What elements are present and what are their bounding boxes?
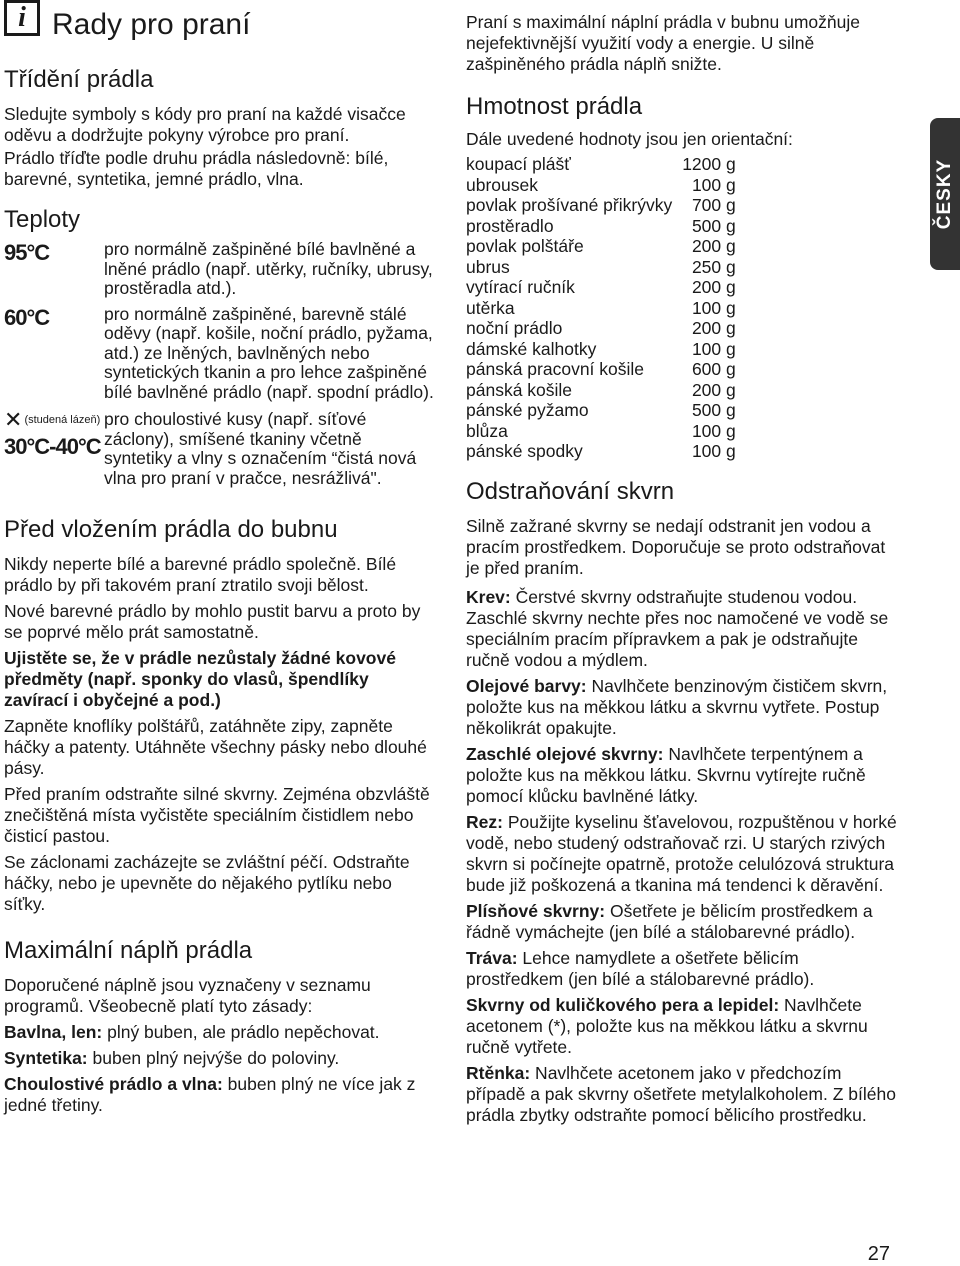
weight-row [466, 441, 736, 462]
stain-text: Navlhčete acetonem jako v předchozím případě a pak skvrny ošetřete metylalkoholem. Z bílého prádla zbytky odstraňte pomocí bělicího prostředku. [466, 1062, 896, 1125]
weight-item-value: 100 g [691, 297, 736, 318]
stain-label: Rtěnka: [466, 1062, 531, 1083]
stains-intro: Silně zažrané skvrny se nedají odstranit jen vodou a pracím prostředkem. Doporučuje se proto odstraňovat je před praním. [466, 515, 886, 578]
weight-item-name: prostěradlo [466, 215, 554, 236]
max-load-cotton [4, 1022, 434, 1043]
stain-entry [466, 948, 898, 990]
weight-item-value: 100 g [691, 338, 736, 359]
max-load-intro: Doporučené náplně jsou vyznačeny v seznamu programů. Všeobecně platí tyto zásady: [4, 975, 371, 1016]
stain-entry [466, 587, 898, 671]
left-column [4, 66, 434, 1116]
before-paragraph-4: Zapněte knoflíky polštářů, zatáhněte zipy, zapněte háčky a patenty. Utáhněte všechny pásky nebo dlouhé pásy. [4, 716, 427, 778]
temp-text-cold: pro choulostivé kusy (např. síťové záclony), smíšené tkaniny včetně syntetiky a vlny s označením “čistá nová vlna pro praní v pračce, nesrážlivá". [104, 409, 417, 488]
weight-item-value: 100 g [691, 420, 736, 441]
weight-row [466, 216, 736, 237]
weight-row [466, 339, 736, 360]
temp-label-30-40: 30°C-40°C [4, 434, 101, 459]
weight-row [466, 277, 736, 298]
cotton-text: plný buben, ale prádlo nepěchovat. [102, 1022, 380, 1042]
stains-heading: Odstraňování skvrn [466, 477, 675, 505]
weight-item-name: povlak polštáře [466, 236, 584, 256]
language-tab [930, 118, 960, 270]
weight-item-name: dámské kalhotky [466, 338, 597, 359]
weight-row [466, 175, 736, 196]
max-load-delicate [4, 1074, 434, 1116]
cotton-label: Bavlna, len: [4, 1022, 103, 1042]
before-warning: Ujistěte se, že v prádle nezůstaly žádné kovové předměty (např. sponky do vlasů, špendlíky zavírací i obyčejné a pod.) [4, 648, 396, 710]
max-load-synthetics [4, 1048, 434, 1069]
stain-label: Plísňové skvrny: [466, 900, 606, 921]
weight-item-name: ubrus [466, 256, 510, 277]
weight-row [466, 400, 736, 421]
stain-entry [466, 901, 898, 943]
weight-row [466, 421, 736, 442]
weight-item-value: 200 g [691, 318, 736, 338]
weight-item-name: pánská košile [466, 379, 573, 400]
weight-row [466, 257, 736, 278]
temp-row-cold [4, 407, 434, 488]
weight-item-value: 100 g [691, 441, 736, 461]
stain-text: Čerstvé skvrny odstraňujte studenou vodou. Zaschlé skvrny nechte přes noc namočené ve vodě se speciálním pracím přípravkem a pak je odstraňujte ručně vodou a mýdlem. [466, 586, 889, 670]
stain-text: Navlhčete benzinovým čističem skvrn, položte kus na měkkou látku a skvrnu vytřete. Postup několikrát opakujte. [466, 675, 888, 738]
temp-row-60 [4, 305, 434, 403]
weight-item-name: noční prádlo [466, 318, 563, 338]
weight-item-value: 200 g [691, 379, 736, 400]
sorting-paragraph-1: Sledujte symboly s kódy pro praní na každé visačce oděvu a dodržujte pokyny výrobce pro praní. [4, 104, 406, 145]
before-loading-heading: Před vložením prádla do bubnu [4, 516, 338, 543]
stain-entry [466, 744, 898, 807]
temp-label-60: 60°C [4, 304, 50, 330]
snowflake-icon: ✕ [4, 407, 23, 432]
weight-item-value: 200 g [691, 236, 736, 256]
weight-item-value: 1200 g [682, 154, 736, 174]
stain-entry [466, 1063, 898, 1126]
stain-label: Tráva: [466, 947, 518, 968]
stain-text: Navlhčete terpentýnem a položte kus na měkkou látku. Skvrnu vytírejte ručně pomocí klůcku bavlněné látky. [466, 743, 866, 806]
stain-entry [466, 812, 898, 896]
stains-list [466, 587, 898, 1126]
weight-item-name: pánská pracovní košile [466, 359, 645, 379]
weight-item-name: blůza [466, 420, 508, 441]
before-paragraph-1: Nikdy neperte bílé a barevné prádlo společně. Bílé prádlo by při takovém praní ztratilo svoji bělost. [4, 554, 397, 595]
stain-text: Lehce namydlete a ošetřete bělicím prostředkem (jen bílé a stálobarevné prádlo). [466, 947, 815, 989]
synthetics-text: buben plný nejvýše do poloviny. [87, 1048, 340, 1068]
weight-item-value: 500 g [691, 400, 736, 420]
delicate-text: buben plný ne více jak z jedné třetiny. [4, 1074, 416, 1115]
page-title: Rady pro praní [52, 8, 251, 41]
weight-table [466, 154, 736, 462]
weight-intro: Dále uvedené hodnoty jsou jen orientační: [466, 129, 793, 149]
stain-entry [466, 676, 898, 739]
weight-item-value: 700 g [691, 195, 736, 215]
cold-wash-label: (studená lázeň) [24, 414, 101, 426]
info-icon: i [4, 0, 40, 36]
before-paragraph-5: Před praním odstraňte silné skvrny. Zejména obzvláště znečištěná místa vyčistěte speciálním čistidlem nebo čisticí pastou. [4, 784, 430, 846]
weight-heading: Hmotnost prádla [466, 93, 643, 120]
weight-item-name: vytírací ručník [466, 277, 575, 297]
stain-label: Olejové barvy: [466, 675, 587, 696]
weight-row [466, 236, 736, 257]
stain-label: Skvrny od kuličkového pera a lepidel: [466, 994, 780, 1015]
weight-item-value: 500 g [691, 215, 736, 236]
synthetics-label: Syntetika: [4, 1048, 88, 1068]
before-paragraph-6: Se záclonami zacházejte se zvláštní péčí. Odstraňte háčky, nebo je upevněte do nějakého pytlíku nebo síťky. [4, 852, 410, 914]
stain-text: Navlhčete acetonem (*), položte kus na měkkou látku a skvrnu ručně vytřete. [466, 994, 868, 1057]
before-paragraph-2: Nové barevné prádlo by mohlo pustit barvu a proto by se poprvé mělo prát samostatně. [4, 601, 421, 642]
weight-item-name: utěrka [466, 297, 515, 318]
stain-text: Ošetřete je bělicím prostředkem a řádně vymáchejte (jen bílé a stálobarevné prádlo). [466, 900, 873, 942]
language-tab-label: ČESKY [934, 158, 955, 230]
weight-item-value: 100 g [691, 174, 736, 195]
weight-row [466, 380, 736, 401]
weight-row [466, 298, 736, 319]
max-load-heading: Maximální náplň prádla [4, 937, 253, 964]
weight-item-name: ubrousek [466, 174, 538, 195]
weight-row [466, 318, 736, 339]
temp-label-95: 95°C [4, 240, 50, 265]
temp-row-95 [4, 240, 434, 299]
stain-label: Krev: [466, 586, 511, 607]
right-column [466, 12, 898, 1126]
weight-item-name: povlak prošívané přikrývky [466, 195, 673, 215]
weight-item-name: pánské spodky [466, 441, 583, 461]
weight-item-name: koupací plášť [466, 154, 571, 174]
temp-text-95: pro normálně zašpiněné bílé bavlněné a lněné prádlo (např. utěrky, ručníky, ubrusy, prostěradla atd.). [104, 239, 433, 298]
stain-entry [466, 995, 898, 1058]
cold-wash-symbol [4, 407, 101, 432]
weight-item-value: 250 g [691, 256, 736, 277]
delicate-label: Choulostivé prádlo a vlna: [4, 1074, 223, 1094]
temp-text-60: pro normálně zašpiněné, barevně stálé oděvy (např. košile, noční prádlo, pyžama, atd.) ze lněných, bavlněných nebo syntetických tkanin a pro lehce zašpiněné bílé bavlněné prádlo (např. spodní prádlo). [104, 303, 434, 402]
page-number: 27 [867, 1243, 890, 1265]
temperatures-heading: Teploty [4, 206, 81, 233]
weight-row [466, 359, 736, 380]
weight-row [466, 154, 736, 175]
stain-label: Zaschlé olejové skvrny: [466, 743, 664, 764]
max-load-note: Praní s maximální náplní prádla v bubnu umožňuje nejefektivnější využití vody a energie. U silně zašpiněného prádla náplň snižte. [466, 12, 860, 74]
weight-item-value: 200 g [691, 277, 736, 297]
weight-row [466, 195, 736, 216]
stain-label: Rez: [466, 811, 503, 832]
weight-item-value: 600 g [691, 359, 736, 379]
sorting-heading: Třídění prádla [4, 66, 154, 93]
weight-item-name: pánské pyžamo [466, 400, 589, 420]
sorting-paragraph-2: Prádlo tříďte podle druhu prádla následovně: bílé, barevné, syntetika, jemné prádlo, vlna. [4, 148, 389, 189]
stain-text: Použijte kyselinu šťavelovou, rozpuštěnou v horké vodě, nebo studený odstraňovač rzi. U starých rzivých skvrn si počínejte opatrně, protože celulózová struktura bude již poškozená a tkanina má tendenci k děravění. [466, 811, 897, 895]
